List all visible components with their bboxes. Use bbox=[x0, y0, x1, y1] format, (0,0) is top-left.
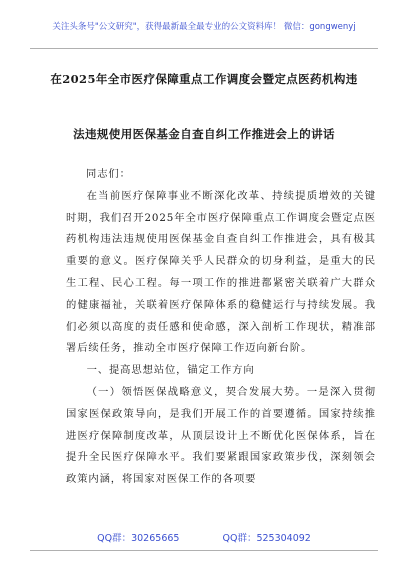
document-body bbox=[66, 164, 376, 491]
header-banner: 关注头条号"公文研究"，获得最新最全最专业的公文资料库！ 微信：gongwenyj bbox=[52, 22, 356, 32]
footer-qq-group-2: QQ群：525304092 bbox=[222, 533, 311, 544]
section-heading: 一、提高思想站位，锚定工作方向 bbox=[86, 364, 255, 377]
footer-contact bbox=[0, 533, 408, 545]
salutation: 同志们： bbox=[86, 168, 131, 180]
header-divider bbox=[30, 48, 378, 49]
document-title-line-1: 在2025年全市医疗保障重点工作调度会暨定点医药机构违 bbox=[50, 72, 358, 86]
opening-paragraph: 在当前医疗保障事业不断深化改革、持续提质增效的关键时期，我们召开2025年全市医疗保障重点工作调度会暨定点医药机构违法违规使用医保基金自查自纠工作推进会，具有极其重要的意义。医疗保障关乎人民群众的切身利益，是重大的民生工程、民心工程。每一项工作的推进都紧密关联着广大群众的健康福祉，关联着医疗保障体系的稳健运行与持续发展。我们必须以高度的责任感和使命感，深入剖析工作现状，精准部署后续任务，推动全市医疗保障工作迈向新台阶。 bbox=[66, 189, 376, 355]
footer-qq-group-1: QQ群：30265665 bbox=[97, 533, 180, 544]
footer-divider bbox=[30, 550, 378, 551]
sub-paragraph: （一）领悟医保战略意义，契合发展大势。一是深入贯彻国家医保政策导向，是我们开展工作的首要遵循。国家持续推进医疗保障制度改革，从顶层设计上不断优化医保体系，旨在提升全民医疗保障水平。我们要紧跟国家政策步伐，深刻领会政策内涵，将国家对医保工作的各项要 bbox=[66, 385, 376, 486]
document-title-line-2: 法违规使用医保基金自查自纠工作推进会上的讲话 bbox=[73, 127, 335, 141]
